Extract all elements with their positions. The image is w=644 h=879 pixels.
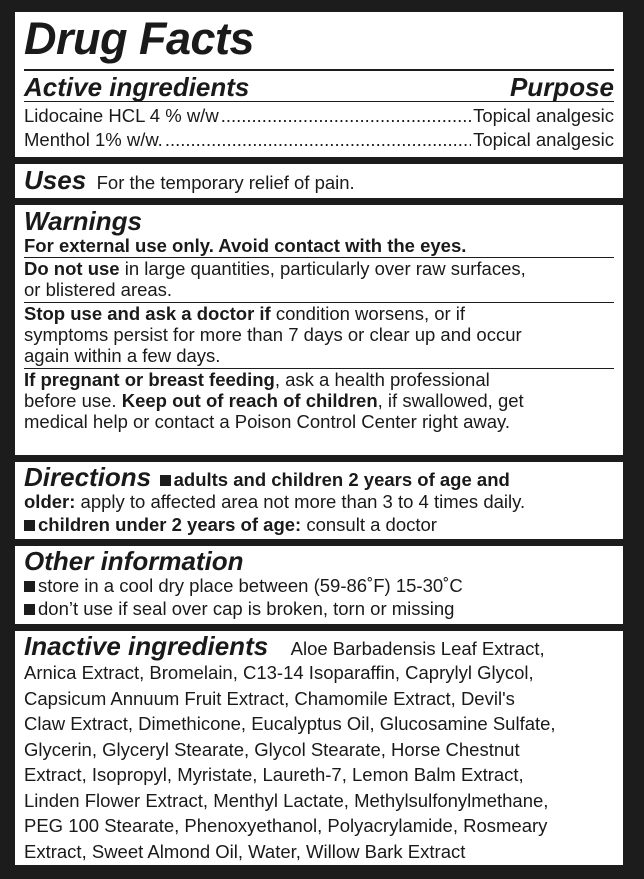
warnings-heading: Warnings <box>24 206 142 236</box>
pregnancy-text-1: , ask a health professional <box>274 369 490 390</box>
inactive-line: Extract, Isopropyl, Myristate, Laureth-7, Lemon Balm Extract, <box>24 764 524 785</box>
directions-older-label: older: <box>24 491 76 512</box>
inactive-line: Arnica Extract, Bromelain, C13-14 Isoparaffin, Caprylyl Glycol, <box>24 662 534 683</box>
other-info-heading: Other information <box>24 546 244 576</box>
directions-line-2 <box>24 491 614 512</box>
inactive-line: Claw Extract, Dimethicone, Eucalyptus Oil, Glucosamine Sulfate, <box>24 713 556 734</box>
inactive-list <box>24 660 614 864</box>
bullet-square-icon <box>160 475 171 486</box>
inactive-line: Aloe Barbadensis Leaf Extract, <box>290 638 545 659</box>
uses-text: For the temporary relief of pain. <box>96 172 355 193</box>
active-heading: Active ingredients <box>24 72 250 102</box>
bullet-square-icon <box>24 604 35 615</box>
stop-use-label: Stop use and ask a doctor if <box>24 303 271 324</box>
directions-line-3 <box>24 514 614 535</box>
active-header-row <box>24 73 614 101</box>
stop-use-text-3: again within a few days. <box>24 345 221 366</box>
pregnancy-text-2a: before use. <box>24 390 122 411</box>
leader-dots <box>165 129 471 150</box>
other-info-box <box>15 546 623 624</box>
uses-box <box>15 164 623 198</box>
do-not-use-label: Do not use <box>24 258 120 279</box>
pregnancy-label: If pregnant or breast feeding <box>24 369 275 390</box>
inactive-line: Glycerin, Glyceryl Stearate, Glycol Stearate, Horse Chestnut <box>24 738 520 760</box>
ingredient-name: Lidocaine HCL 4 % w/w <box>24 105 219 126</box>
bullet-square-icon <box>24 520 35 531</box>
ingredient-purpose: Topical analgesic <box>473 129 614 150</box>
storage-text: store in a cool dry place between (59-86˚F) 15-30˚C <box>38 575 463 596</box>
ingredient-row <box>24 105 614 126</box>
ingredient-name: Menthol 1% w/w. <box>24 129 163 150</box>
directions-box <box>15 462 623 539</box>
inactive-heading: Inactive ingredients <box>24 631 269 661</box>
stop-use-text-2: symptoms persist for more than 7 days or clear up and occur <box>24 324 522 345</box>
inactive-ingredients-box <box>15 631 623 865</box>
purpose-heading: Purpose <box>509 72 614 102</box>
inactive-line: PEG 100 Stearate, Phenoxyethanol, Polyacrylamide, Rosmeary <box>24 815 548 836</box>
directions-adults-label: adults and children 2 years of age and <box>173 469 510 490</box>
uses-heading: Uses <box>24 165 87 195</box>
pregnancy-text-2b: , if swallowed, get <box>377 390 524 411</box>
active-ingredients-box <box>15 12 623 157</box>
directions-children-label: children under 2 years of age: <box>38 514 302 535</box>
directions-adults-text: apply to affected area not more than 3 to 4 times daily. <box>75 491 526 512</box>
inactive-line: Linden Flower Extract, Menthyl Lactate, Methylsulfonylmethane, <box>24 789 549 811</box>
pregnancy-text-3: medical help or contact a Poison Control Center right away. <box>24 411 511 432</box>
external-use-warning: For external use only. Avoid contact with the eyes. <box>24 235 467 256</box>
inactive-line: Capsicum Annuum Fruit Extract, Chamomile Extract, Devil's <box>24 687 515 709</box>
directions-heading: Directions <box>24 462 152 492</box>
do-not-use-text: in large quantities, particularly over raw surfaces, <box>119 258 526 279</box>
page-title: Drug Facts <box>24 13 255 64</box>
other-info-item <box>24 575 614 596</box>
stop-use-section <box>24 303 614 366</box>
inactive-line: Extract, Sweet Almond Oil, Water, Willow Bark Extract <box>24 840 466 862</box>
stop-use-text-1: condition worsens, or if <box>270 303 466 324</box>
ingredient-row <box>24 129 614 150</box>
warnings-box <box>15 205 623 455</box>
bullet-square-icon <box>24 581 35 592</box>
directions-children-text: consult a doctor <box>301 514 437 535</box>
seal-text: don’t use if seal over cap is broken, torn or missing <box>38 598 455 619</box>
do-not-use-text-2: or blistered areas. <box>24 279 173 300</box>
do-not-use-section <box>24 258 614 300</box>
ingredient-purpose: Topical analgesic <box>473 105 614 126</box>
pregnancy-section <box>24 369 614 432</box>
keep-out-label: Keep out of reach of children <box>121 390 378 411</box>
other-info-item <box>24 598 614 619</box>
leader-dots <box>221 105 471 126</box>
